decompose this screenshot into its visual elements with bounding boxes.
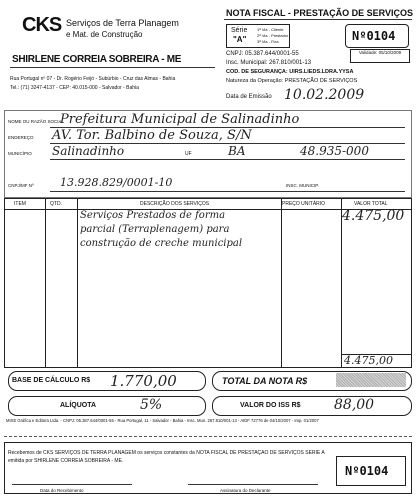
- base-calculo-value: 1.770,00: [110, 372, 177, 390]
- item-description-line3: construção de creche municipal: [80, 238, 243, 249]
- receipt-line2: emitida por SHIRLENE CORREIA SOBREIRA - ME.: [8, 458, 124, 464]
- aliquota-box: [8, 396, 206, 416]
- validade: Validade: 05/10/2009: [350, 49, 410, 63]
- divider: [224, 19, 412, 20]
- company-line1: Serviços de Terra Planagem: [66, 18, 179, 28]
- uf-value: BA: [228, 144, 246, 158]
- printer-info: MIXE Gráfica e Editora Ltda. - CNPJ: 05.387.644/0001-55 - Rua Portugal, 11 - Salvador - Bahia - Insc. Mun. 267.810/001-13 - AIDF 72776 de 04/10/2007 - Imp. 01/2007: [6, 418, 319, 423]
- iss-value: 88,00: [334, 397, 375, 413]
- divider: [10, 67, 215, 68]
- data-recebimento-label: Data do Recebimento: [40, 488, 84, 493]
- municipio-value: Salinadinho: [52, 144, 125, 158]
- uf-label: UF: [185, 151, 192, 157]
- col-preco: PREÇO UNITÁRIO: [282, 201, 326, 207]
- cep-value: 48.935-000: [300, 144, 369, 158]
- vias-line1: 1ª Via - Cliente: [257, 27, 284, 32]
- insc-municipal-label: INSC. MUNICIP.: [286, 183, 319, 188]
- item-description-line1: Serviços Prestados de forma: [80, 210, 226, 221]
- serie-label: Série: [231, 27, 248, 34]
- col-descricao: DESCRIÇÃO DOS SERVIÇOS: [140, 201, 210, 207]
- receipt-number: Nº0104: [345, 464, 389, 478]
- total-nota-smudge: [336, 373, 406, 387]
- receipt-line1: Recebemos de CKS SERVIÇOS DE TERRA PLANAGEM os serviços constantes da NOTA FISCAL DE PRESTAÇÃO DE SERVIÇOS SÉRIE A: [8, 450, 325, 456]
- serie-value: "A": [233, 35, 247, 44]
- endereco-value: AV. Tor. Balbino de Souza, S/N: [52, 128, 252, 143]
- data-emissao-label: Data de Emissão: [226, 94, 272, 100]
- endereco-label: ENDEREÇO: [8, 135, 34, 140]
- vias-line3: 3ª Via - Fixa: [257, 39, 279, 44]
- vias-line2: 2ª Via - Prestador: [257, 33, 289, 38]
- iss-label: VALOR DO ISS R$: [240, 402, 301, 409]
- cut-line: [4, 436, 412, 437]
- total-nota-label: TOTAL DA NOTA R$: [222, 376, 308, 386]
- cod-seguranca: COD. DE SEGURANÇA: UIRS.LIEDS.LDRA.YYSA: [226, 69, 354, 75]
- data-recebimento-line: [12, 484, 132, 485]
- cnpj-line: [50, 191, 405, 192]
- municipio-line: [50, 159, 405, 160]
- doc-title: NOTA FISCAL - PRESTAÇÃO DE SERVIÇOS: [226, 8, 414, 18]
- assinatura-line: [188, 484, 318, 485]
- cnpj-label: CNPJ/MF Nº: [8, 183, 34, 188]
- items-total: 4.475,00: [344, 354, 393, 367]
- address-line1: Rua Portugal nº 07 - Dr. Rogério Feijó - Subúrbio - Cruz das Almas - Bahia: [10, 76, 176, 82]
- company-line2: e Mat. de Construção: [66, 30, 143, 39]
- number-box: [345, 24, 409, 48]
- item-description-line2: parcial (Terraplenagem) para: [80, 224, 230, 235]
- aliquota-value: 5%: [140, 397, 163, 413]
- municipio-label: MUNICÍPIO: [8, 151, 32, 156]
- cnpj: CNPJ: 05.387.644/0001-55: [226, 51, 299, 57]
- col-item: ITEM: [14, 201, 26, 207]
- cnpj-value: 13.928.829/0001-10: [60, 176, 173, 189]
- invoice-number: Nº0104: [352, 29, 396, 43]
- col-valor: VALOR TOTAL: [354, 201, 388, 207]
- nome-value: Prefeitura Municipal de Salinadinho: [60, 112, 300, 127]
- logo: CKS: [22, 14, 62, 36]
- assinatura-label: Assinatura do Declarante: [220, 488, 271, 493]
- address-line2: Tel.: (71) 3247-4137 - CEP: 40.015-000 - Salvador - Bahia: [10, 85, 139, 91]
- natureza-operacao: Natureza da Operação: PRESTAÇÃO DE SERVIÇOS: [226, 78, 358, 84]
- col-qtd: QTD.: [50, 201, 62, 207]
- owner-name: SHIRLENE CORREIA SOBREIRA - ME: [12, 54, 182, 65]
- receipt-number-box: [336, 456, 406, 486]
- item-value: 4.475,00: [342, 208, 405, 224]
- serie-box: [226, 24, 290, 48]
- nome-label: NOME OU RAZÃO SOCIAL: [8, 119, 65, 124]
- base-calculo-label: BASE DE CÁLCULO R$: [12, 377, 91, 384]
- data-emissao: 10.02.2009: [284, 87, 365, 103]
- aliquota-label: ALÍQUOTA: [60, 402, 97, 409]
- insc-municipal: Insc. Municipal: 267.810/001-13: [226, 60, 312, 66]
